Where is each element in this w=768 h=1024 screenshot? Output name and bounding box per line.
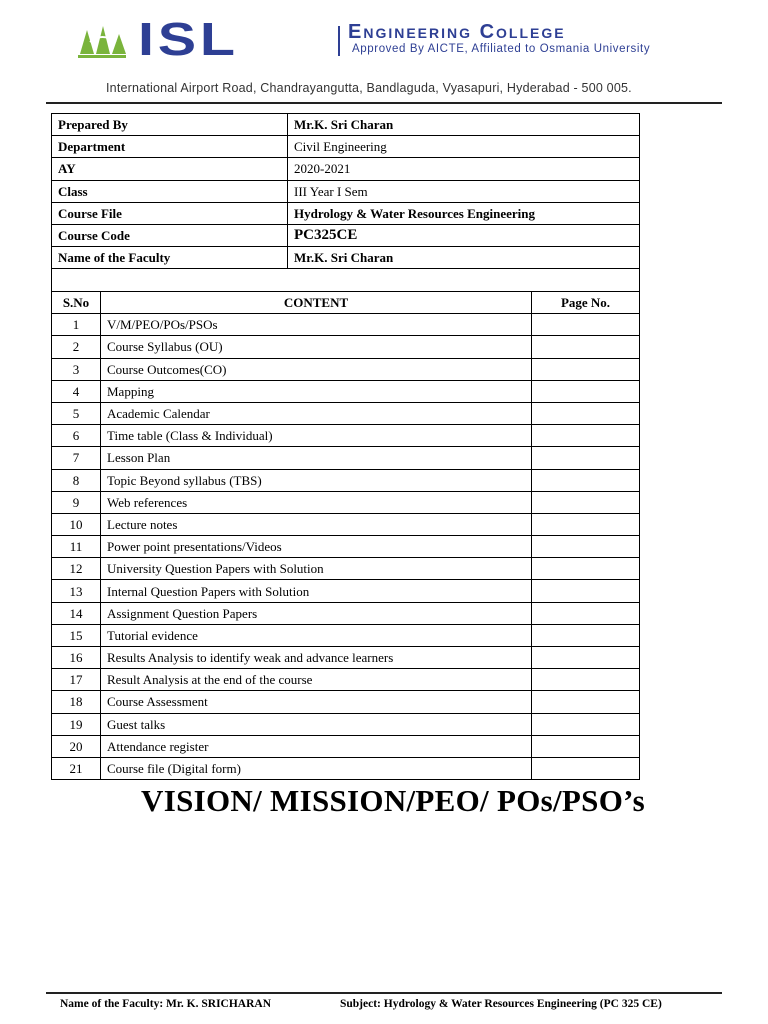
row-page-no: [532, 624, 640, 646]
row-sno: 17: [52, 669, 101, 691]
info-row: [52, 247, 640, 269]
row-sno: 6: [52, 425, 101, 447]
row-content: Course Syllabus (OU): [101, 336, 532, 358]
table-row: [52, 713, 640, 735]
info-row: [52, 158, 640, 180]
row-sno: 3: [52, 358, 101, 380]
row-content: Internal Question Papers with Solution: [101, 580, 532, 602]
table-row: [52, 491, 640, 513]
table-row: [52, 602, 640, 624]
info-label: Course File: [52, 202, 288, 224]
row-page-no: [532, 358, 640, 380]
row-sno: 4: [52, 380, 101, 402]
header-divider: [46, 102, 722, 104]
row-sno: 13: [52, 580, 101, 602]
row-content: Mapping: [101, 380, 532, 402]
info-row: [52, 180, 640, 202]
row-page-no: [532, 669, 640, 691]
row-content: Attendance register: [101, 735, 532, 757]
row-content: Guest talks: [101, 713, 532, 735]
table-row: [52, 513, 640, 535]
row-sno: 8: [52, 469, 101, 491]
table-row: [52, 735, 640, 757]
table-row: [52, 469, 640, 491]
table-row: [52, 447, 640, 469]
row-page-no: [532, 602, 640, 624]
info-label: AY: [52, 158, 288, 180]
info-label: Prepared By: [52, 114, 288, 136]
info-label: Class: [52, 180, 288, 202]
table-row: [52, 558, 640, 580]
row-sno: 11: [52, 536, 101, 558]
row-page-no: [532, 735, 640, 757]
info-row: [52, 202, 640, 224]
row-content: Course file (Digital form): [101, 757, 532, 779]
logo-emblem-icon: [76, 24, 128, 60]
college-address: International Airport Road, Chandrayangutta, Bandlaguda, Vyasapuri, Hyderabad - 500 005.: [106, 81, 632, 95]
info-value: Mr.K. Sri Charan: [288, 247, 640, 269]
contents-header-row: [52, 292, 640, 314]
row-sno: 2: [52, 336, 101, 358]
row-content: Lecture notes: [101, 513, 532, 535]
logo-isl-text: ISL: [138, 13, 239, 65]
info-value: Hydrology & Water Resources Engineering: [288, 202, 640, 224]
row-page-no: [532, 491, 640, 513]
row-sno: 15: [52, 624, 101, 646]
row-content: University Question Papers with Solution: [101, 558, 532, 580]
row-content: Assignment Question Papers: [101, 602, 532, 624]
table-row: [52, 580, 640, 602]
info-row: [52, 114, 640, 136]
blank-cell: [52, 269, 640, 291]
row-page-no: [532, 713, 640, 735]
row-content: V/M/PEO/POs/PSOs: [101, 314, 532, 336]
table-row: [52, 647, 640, 669]
row-sno: 7: [52, 447, 101, 469]
course-info-table: [51, 113, 640, 292]
row-page-no: [532, 314, 640, 336]
row-sno: 18: [52, 691, 101, 713]
info-value: III Year I Sem: [288, 180, 640, 202]
row-page-no: [532, 425, 640, 447]
info-value: 2020-2021: [288, 158, 640, 180]
col-header-page: Page No.: [532, 292, 640, 314]
row-page-no: [532, 558, 640, 580]
row-content: Power point presentations/Videos: [101, 536, 532, 558]
row-content: Results Analysis to identify weak and advance learners: [101, 647, 532, 669]
table-row: [52, 624, 640, 646]
info-value: Mr.K. Sri Charan: [288, 114, 640, 136]
row-content: Academic Calendar: [101, 402, 532, 424]
info-label: Department: [52, 136, 288, 158]
row-sno: 10: [52, 513, 101, 535]
college-name: Engineering College: [348, 21, 566, 43]
section-heading: VISION/ MISSION/PEO/ POs/PSO’s: [141, 783, 645, 818]
footer-divider: [46, 992, 722, 994]
footer-faculty: Name of the Faculty: Mr. K. SRICHARAN: [60, 998, 272, 1010]
col-header-content: CONTENT: [101, 292, 532, 314]
row-sno: 9: [52, 491, 101, 513]
table-row: [52, 402, 640, 424]
table-row: [52, 336, 640, 358]
footer-subject: Subject: Hydrology & Water Resources Engineering (PC 325 CE): [340, 998, 662, 1010]
info-label: Name of the Faculty: [52, 247, 288, 269]
college-logo: [76, 13, 656, 65]
row-content: Web references: [101, 491, 532, 513]
row-sno: 1: [52, 314, 101, 336]
row-sno: 16: [52, 647, 101, 669]
table-row: [52, 669, 640, 691]
table-row: [52, 425, 640, 447]
row-page-no: [532, 691, 640, 713]
row-sno: 20: [52, 735, 101, 757]
row-content: Course Assessment: [101, 691, 532, 713]
row-content: Course Outcomes(CO): [101, 358, 532, 380]
row-content: Lesson Plan: [101, 447, 532, 469]
row-sno: 19: [52, 713, 101, 735]
row-page-no: [532, 402, 640, 424]
table-row: [52, 380, 640, 402]
info-label: Course Code: [52, 224, 288, 246]
row-page-no: [532, 336, 640, 358]
row-page-no: [532, 447, 640, 469]
row-content: Topic Beyond syllabus (TBS): [101, 469, 532, 491]
row-content: Time table (Class & Individual): [101, 425, 532, 447]
table-row: [52, 691, 640, 713]
row-content: Result Analysis at the end of the course: [101, 669, 532, 691]
table-row: [52, 358, 640, 380]
row-page-no: [532, 536, 640, 558]
logo-divider: [338, 26, 340, 56]
row-page-no: [532, 580, 640, 602]
row-page-no: [532, 647, 640, 669]
row-page-no: [532, 513, 640, 535]
table-row: [52, 536, 640, 558]
college-approval: Approved By AICTE, Affiliated to Osmania University: [352, 43, 651, 55]
contents-table: [51, 291, 640, 780]
row-sno: 5: [52, 402, 101, 424]
col-header-sno: S.No: [52, 292, 101, 314]
course-code-value: PC325CE: [288, 224, 640, 246]
row-content: Tutorial evidence: [101, 624, 532, 646]
row-page-no: [532, 469, 640, 491]
info-value: Civil Engineering: [288, 136, 640, 158]
row-page-no: [532, 380, 640, 402]
info-row: [52, 136, 640, 158]
info-blank-row: [52, 269, 640, 291]
table-row: [52, 314, 640, 336]
row-sno: 12: [52, 558, 101, 580]
row-sno: 14: [52, 602, 101, 624]
row-sno: 21: [52, 757, 101, 779]
table-row: [52, 757, 640, 779]
info-row: [52, 224, 640, 246]
row-page-no: [532, 757, 640, 779]
